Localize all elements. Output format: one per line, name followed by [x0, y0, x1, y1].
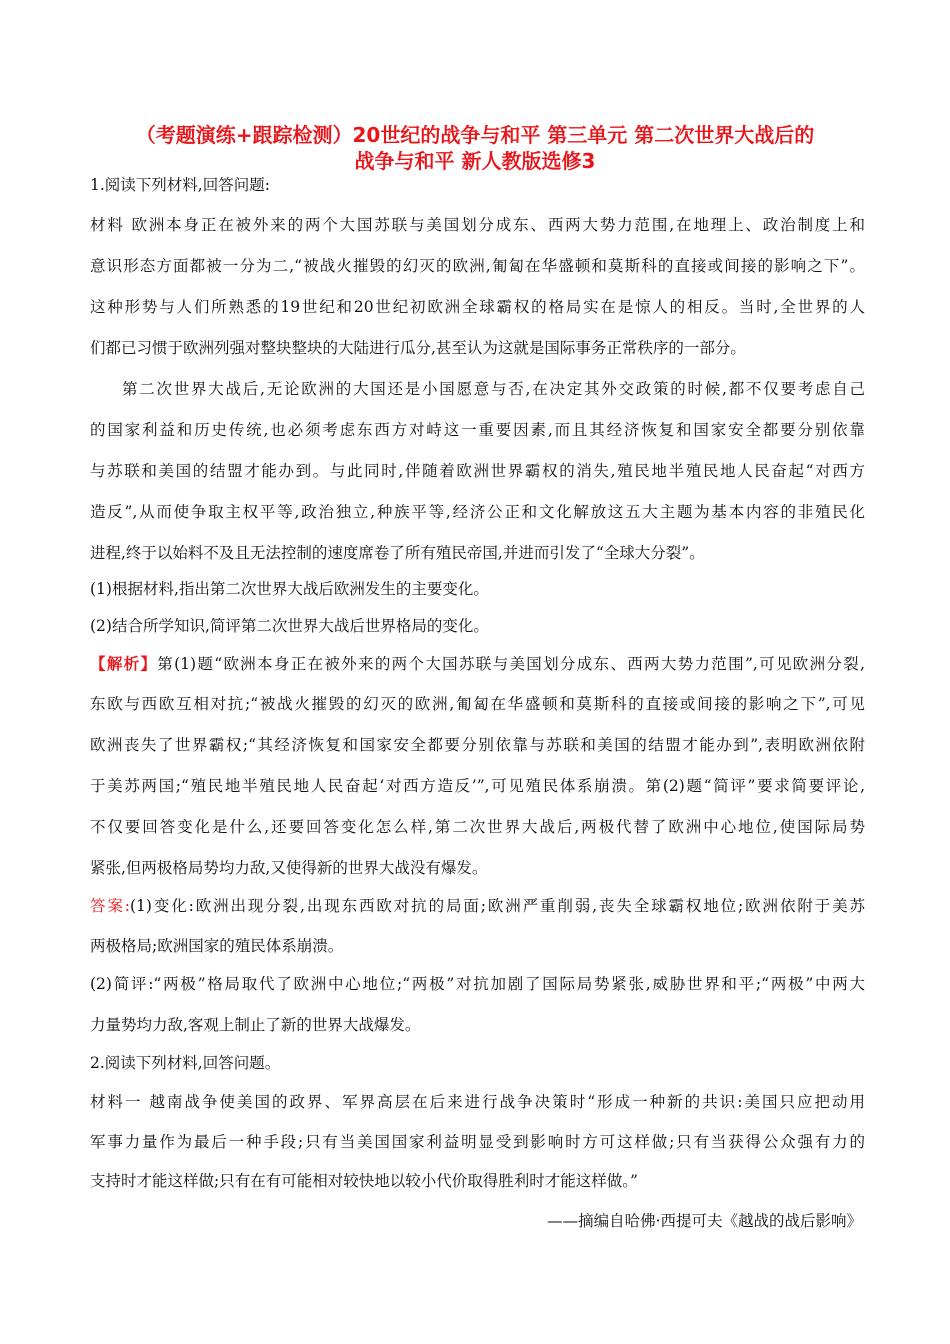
q1-answer-line-1 — [90, 896, 865, 916]
q1-subquestion-1: (1)根据材料,指出第二次世界大战后欧洲发生的主要变化。 — [90, 580, 489, 598]
q1-material-line: 们都已习惯于欧洲列强对整块整块的大陆进行瓜分,甚至认为这就是国际事务正常秩序的一部分。 — [90, 339, 746, 357]
document-title-line-2: 战争与和平 新人教版选修3 — [354, 149, 596, 173]
q1-analysis-line: 于美苏两国;“殖民地半殖民地人民奋起‘对西方造反’”,可见殖民体系崩溃。第(2)题“简评”要求简要评论, — [90, 777, 865, 795]
q1-analysis-line-1 — [90, 654, 865, 674]
analysis-text: 第(1)题“欧洲本身正在被外来的两个大国苏联与美国划分成东、西两大势力范围”,可见欧洲分裂, — [157, 655, 865, 673]
q1-answer-line: 两极格局;欧洲国家的殖民体系崩溃。 — [90, 937, 344, 955]
q2-material-line: 支持时才能这样做;只有在有可能相对较快地以较小代价取得胜利时才能这样做。” — [90, 1172, 638, 1190]
q1-material-line: 意识形态方面都被一分为二,“被战火摧毁的幻灭的欧洲,匍匐在华盛顿和莫斯科的直接或间接的影响之下”。 — [90, 257, 865, 275]
q1-material-line: 这种形势与人们所熟悉的19世纪和20世纪初欧洲全球霸权的格局实在是惊人的相反。当时,全世界的人 — [90, 298, 865, 316]
q1-subquestion-2: (2)结合所学知识,简评第二次世界大战后世界格局的变化。 — [90, 617, 489, 635]
q1-material-line: 与苏联和美国的结盟才能办到。与此同时,伴随着欧洲世界霸权的消失,殖民地半殖民地人民奋起“对西方 — [90, 462, 865, 480]
q1-material-line: 造反”,从而使争取主权平等,政治独立,种族平等,经济公正和文化解放这五大主题为基本内容的非殖民化 — [90, 503, 865, 521]
q1-analysis-line: 欧洲丧失了世界霸权;“其经济恢复和国家安全都要分别依靠与苏联和美国的结盟才能办到”,表明欧洲依附 — [90, 736, 865, 754]
answer-text: (1)变化:欧洲出现分裂,出现东西欧对抗的局面;欧洲严重削弱,丧失全球霸权地位;欧洲依附于美苏 — [130, 897, 865, 915]
q2-material-line: 材料一 越南战争使美国的政界、军界高层在后来进行战争决策时“形成一种新的共识:美国只应把动用 — [90, 1093, 865, 1111]
answer-tag: 答案: — [90, 897, 130, 915]
q1-material-line: 材料 欧洲本身正在被外来的两个大国苏联与美国划分成东、西两大势力范围,在地理上、政治制度上和 — [90, 216, 865, 234]
q1-answer-line: 力量势均力敌,客观上制止了新的世界大战爆发。 — [90, 1016, 421, 1034]
question-2-prompt: 2.阅读下列材料,回答问题。 — [90, 1054, 281, 1072]
question-1-prompt: 1.阅读下列材料,回答问题: — [90, 176, 270, 194]
q1-answer-line: (2)简评:“两极”格局取代了欧洲中心地位;“两极”对抗加剧了国际局势紧张,威胁世界和平;“两极”中两大 — [90, 975, 865, 993]
q2-source-citation: ——摘编自哈佛·西提可夫《越战的战后影响》 — [547, 1212, 862, 1230]
analysis-tag: 【解析】 — [90, 654, 158, 673]
q2-material-line: 军事力量作为最后一种手段;只有当美国国家利益明显受到影响时方可这样做;只有当获得公众强有力的 — [90, 1133, 865, 1151]
q1-material-line: 第二次世界大战后,无论欧洲的大国还是小国愿意与否,在决定其外交政策的时候,都不仅要考虑自己 — [122, 380, 865, 398]
q1-material-line: 进程,终于以始料不及且无法控制的速度席卷了所有殖民帝国,并进而引发了“全球大分裂”。 — [90, 544, 705, 562]
document-title-line-1: （考题演练+跟踪检测）20世纪的战争与和平 第三单元 第二次世界大战后的 — [135, 123, 815, 147]
q1-analysis-line: 紧张,但两极格局势均力敌,又使得新的世界大战没有爆发。 — [90, 859, 488, 877]
q1-material-line: 的国家利益和历史传统,也必须考虑东西方对峙这一重要因素,而且其经济恢复和国家安全都要分别依靠 — [90, 421, 865, 439]
q1-analysis-line: 不仅要回答变化是什么,还要回答变化怎么样,第二次世界大战后,两极代替了欧洲中心地位,使国际局势 — [90, 818, 865, 836]
q1-analysis-line: 东欧与西欧互相对抗;“被战火摧毁的幻灭的欧洲,匍匐在华盛顿和莫斯科的直接或间接的影响之下”,可见 — [90, 695, 865, 713]
